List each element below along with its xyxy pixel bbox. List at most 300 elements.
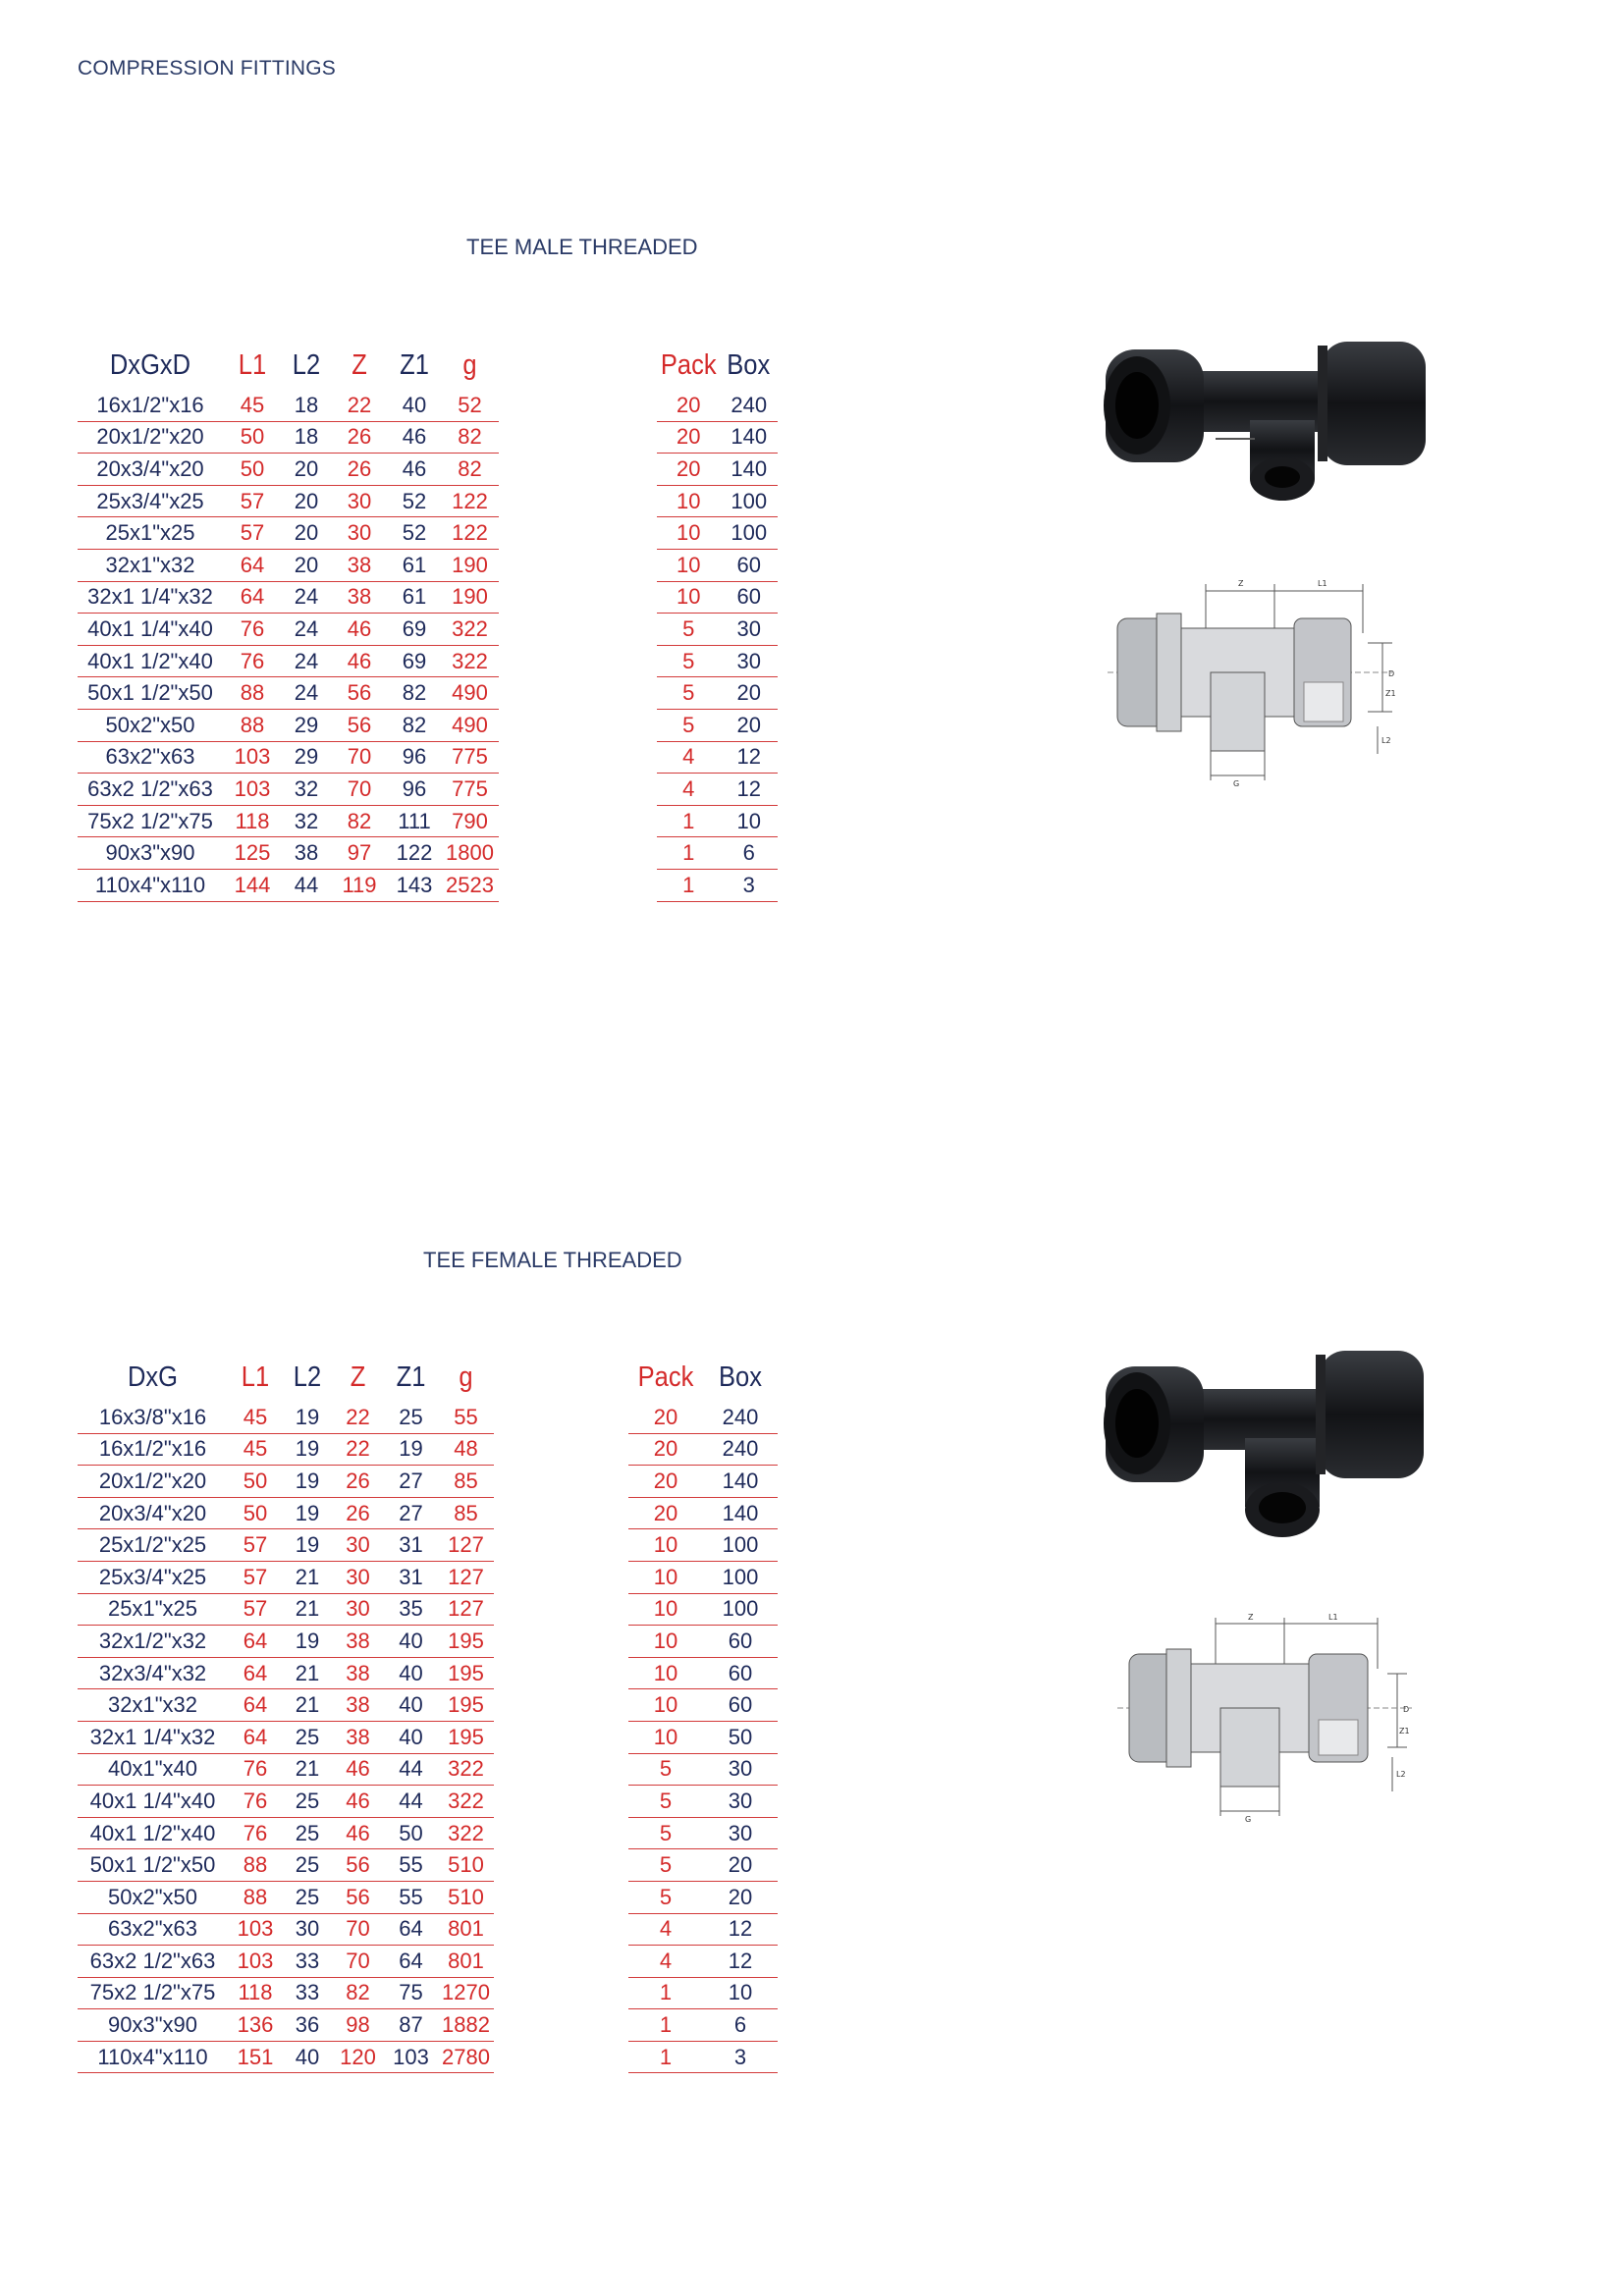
table-row <box>78 454 499 486</box>
table-row <box>78 1881 494 1913</box>
pack-table-male <box>657 341 778 902</box>
cell-z1: 111 <box>388 805 441 837</box>
table-row <box>78 485 499 517</box>
cell-z: 30 <box>332 1529 384 1562</box>
cell-g: 322 <box>441 645 499 677</box>
page-header: COMPRESSION FITTINGS <box>78 57 337 80</box>
dim-label: L2 <box>1381 736 1391 745</box>
cell-l1: 76 <box>228 1753 283 1786</box>
table-row <box>78 1753 494 1786</box>
cell-box: 60 <box>720 581 778 614</box>
dim-label: D <box>1388 669 1395 678</box>
cell-box: 20 <box>703 1849 778 1882</box>
cell-l1: 118 <box>223 805 282 837</box>
cell-code: 25x1"x25 <box>78 1593 228 1626</box>
cell-pack: 5 <box>657 645 720 677</box>
cell-z: 46 <box>332 1817 384 1849</box>
cell-l1: 50 <box>223 454 282 486</box>
cell-pack: 5 <box>657 614 720 646</box>
dim-label: G <box>1245 1815 1252 1824</box>
pack-table-female <box>628 1353 778 2073</box>
cell-g: 127 <box>438 1529 494 1562</box>
cell-box: 240 <box>703 1433 778 1466</box>
cell-l1: 57 <box>228 1529 283 1562</box>
cell-z1: 35 <box>384 1593 438 1626</box>
cell-pack: 20 <box>628 1466 703 1498</box>
table-row <box>78 421 499 454</box>
cell-code: 63x2 1/2"x63 <box>78 1946 228 1978</box>
cell-z: 22 <box>332 1402 384 1433</box>
table-row <box>628 2041 778 2073</box>
cell-z: 22 <box>332 1433 384 1466</box>
cell-box: 3 <box>720 869 778 901</box>
cell-l1: 64 <box>228 1657 283 1689</box>
cell-pack: 10 <box>657 485 720 517</box>
cell-z: 82 <box>331 805 388 837</box>
cell-code: 32x1"x32 <box>78 549 223 581</box>
table-row <box>78 2041 494 2073</box>
cell-z: 46 <box>332 1753 384 1786</box>
table-row <box>657 741 778 774</box>
table-row <box>78 645 499 677</box>
cell-z1: 19 <box>384 1433 438 1466</box>
cell-pack: 5 <box>628 1753 703 1786</box>
cell-l1: 57 <box>223 517 282 550</box>
cell-g: 775 <box>441 774 499 806</box>
cell-l1: 45 <box>228 1433 283 1466</box>
cell-box: 30 <box>720 614 778 646</box>
table-row <box>78 1433 494 1466</box>
cell-z: 30 <box>332 1561 384 1593</box>
cell-box: 100 <box>703 1593 778 1626</box>
cell-z1: 52 <box>388 517 441 550</box>
table-row <box>628 1433 778 1466</box>
cell-box: 12 <box>720 741 778 774</box>
cell-pack: 20 <box>657 454 720 486</box>
cell-z1: 87 <box>384 2009 438 2042</box>
cell-box: 140 <box>703 1466 778 1498</box>
cell-l2: 24 <box>282 614 331 646</box>
table-row <box>78 1497 494 1529</box>
cell-pack: 4 <box>628 1946 703 1978</box>
cell-l1: 103 <box>223 774 282 806</box>
table-row <box>628 1529 778 1562</box>
cell-z1: 103 <box>384 2041 438 2073</box>
cell-z1: 27 <box>384 1497 438 1529</box>
cell-z1: 46 <box>388 421 441 454</box>
cell-z1: 55 <box>384 1849 438 1882</box>
cell-box: 140 <box>720 421 778 454</box>
table-row <box>657 549 778 581</box>
cell-g: 510 <box>438 1849 494 1882</box>
cell-l2: 19 <box>283 1497 332 1529</box>
cell-z: 46 <box>331 645 388 677</box>
cell-l2: 21 <box>283 1689 332 1722</box>
cell-box: 30 <box>703 1786 778 1818</box>
cell-z: 38 <box>332 1626 384 1658</box>
cell-z1: 64 <box>384 1913 438 1946</box>
cell-z: 119 <box>331 869 388 901</box>
col-header: DxG <box>127 1361 179 1393</box>
cell-z: 56 <box>331 709 388 741</box>
cell-z1: 31 <box>384 1561 438 1593</box>
cell-code: 40x1 1/4"x40 <box>78 614 223 646</box>
cell-g: 82 <box>441 454 499 486</box>
cell-box: 12 <box>720 774 778 806</box>
cell-box: 10 <box>720 805 778 837</box>
cell-g: 190 <box>441 549 499 581</box>
cell-z: 26 <box>332 1497 384 1529</box>
table-row <box>628 1561 778 1593</box>
table-row <box>657 485 778 517</box>
col-header: Box <box>727 348 771 381</box>
cell-z1: 143 <box>388 869 441 901</box>
cell-code: 16x1/2"x16 <box>78 1433 228 1466</box>
cell-box: 20 <box>720 709 778 741</box>
cell-g: 322 <box>438 1753 494 1786</box>
cell-pack: 10 <box>628 1689 703 1722</box>
cell-l2: 20 <box>282 485 331 517</box>
cell-g: 2780 <box>438 2041 494 2073</box>
cell-z1: 55 <box>384 1881 438 1913</box>
spec-table-female <box>78 1353 494 2073</box>
table-row <box>628 1593 778 1626</box>
table-row <box>78 1593 494 1626</box>
cell-z: 56 <box>332 1881 384 1913</box>
cell-code: 16x3/8"x16 <box>78 1402 228 1433</box>
cell-l1: 64 <box>223 549 282 581</box>
cell-l2: 20 <box>282 549 331 581</box>
cell-l2: 40 <box>283 2041 332 2073</box>
cell-l2: 19 <box>283 1529 332 1562</box>
table-row <box>657 421 778 454</box>
cell-g: 85 <box>438 1497 494 1529</box>
cell-l2: 21 <box>283 1753 332 1786</box>
cell-code: 32x3/4"x32 <box>78 1657 228 1689</box>
cell-box: 3 <box>703 2041 778 2073</box>
cell-g: 322 <box>441 614 499 646</box>
cell-l1: 50 <box>228 1497 283 1529</box>
cell-pack: 20 <box>628 1402 703 1433</box>
cell-z: 26 <box>331 454 388 486</box>
cell-pack: 10 <box>628 1593 703 1626</box>
cell-l2: 19 <box>283 1466 332 1498</box>
table-row <box>628 1786 778 1818</box>
cell-code: 25x3/4"x25 <box>78 485 223 517</box>
cell-z: 38 <box>331 581 388 614</box>
cell-l2: 20 <box>282 517 331 550</box>
cell-z: 30 <box>331 485 388 517</box>
cell-z1: 44 <box>384 1786 438 1818</box>
cell-z1: 96 <box>388 774 441 806</box>
cell-l1: 76 <box>228 1786 283 1818</box>
cell-z1: 50 <box>384 1817 438 1849</box>
table-row <box>657 774 778 806</box>
cell-l2: 32 <box>282 774 331 806</box>
table-row <box>78 1466 494 1498</box>
cell-z: 30 <box>331 517 388 550</box>
cell-l2: 19 <box>283 1433 332 1466</box>
cell-z: 22 <box>331 390 388 421</box>
cell-g: 127 <box>438 1561 494 1593</box>
cell-l2: 24 <box>282 677 331 710</box>
cell-pack: 10 <box>657 581 720 614</box>
cell-box: 30 <box>720 645 778 677</box>
table-row <box>657 869 778 901</box>
cell-l2: 21 <box>283 1561 332 1593</box>
table-row <box>78 1913 494 1946</box>
cell-code: 63x2"x63 <box>78 741 223 774</box>
cell-l1: 64 <box>228 1626 283 1658</box>
cell-g: 1270 <box>438 1977 494 2009</box>
cell-box: 100 <box>720 517 778 550</box>
col-header: g <box>459 1361 473 1393</box>
table-row <box>78 1721 494 1753</box>
cell-z: 26 <box>331 421 388 454</box>
cell-pack: 1 <box>657 837 720 870</box>
cell-l1: 57 <box>228 1593 283 1626</box>
cell-code: 50x2"x50 <box>78 1881 228 1913</box>
cell-code: 90x3"x90 <box>78 2009 228 2042</box>
cell-l2: 38 <box>282 837 331 870</box>
cell-l1: 144 <box>223 869 282 901</box>
table-row <box>78 1786 494 1818</box>
cell-box: 100 <box>703 1561 778 1593</box>
cell-pack: 20 <box>657 421 720 454</box>
tee-female-photo <box>1098 1345 1430 1546</box>
cell-code: 25x1/2"x25 <box>78 1529 228 1562</box>
cell-z: 70 <box>331 741 388 774</box>
table-row <box>78 1626 494 1658</box>
table-row <box>78 390 499 421</box>
cell-box: 100 <box>720 485 778 517</box>
cell-z: 38 <box>332 1721 384 1753</box>
tee-male-photo <box>1098 332 1430 510</box>
cell-z1: 40 <box>384 1689 438 1722</box>
cell-z1: 75 <box>384 1977 438 2009</box>
cell-l1: 88 <box>228 1849 283 1882</box>
cell-z: 56 <box>331 677 388 710</box>
cell-l1: 76 <box>223 645 282 677</box>
cell-l2: 25 <box>283 1881 332 1913</box>
cell-code: 110x4"x110 <box>78 869 223 901</box>
cell-pack: 1 <box>628 1977 703 2009</box>
cell-l1: 151 <box>228 2041 283 2073</box>
cell-box: 10 <box>703 1977 778 2009</box>
cell-l1: 76 <box>223 614 282 646</box>
cell-pack: 20 <box>657 390 720 421</box>
cell-box: 6 <box>720 837 778 870</box>
col-header: g <box>462 348 477 381</box>
cell-z: 46 <box>331 614 388 646</box>
cell-code: 32x1/2"x32 <box>78 1626 228 1658</box>
tee-female-drawing <box>1098 1610 1424 1826</box>
cell-l1: 136 <box>228 2009 283 2042</box>
dim-label: G <box>1233 779 1240 788</box>
table-row <box>78 2009 494 2042</box>
cell-g: 52 <box>441 390 499 421</box>
cell-g: 127 <box>438 1593 494 1626</box>
cell-pack: 4 <box>628 1913 703 1946</box>
col-header: Z <box>350 1361 366 1393</box>
cell-g: 322 <box>438 1817 494 1849</box>
cell-box: 100 <box>703 1529 778 1562</box>
cell-z1: 61 <box>388 549 441 581</box>
cell-pack: 5 <box>628 1881 703 1913</box>
cell-z: 120 <box>332 2041 384 2073</box>
cell-l1: 57 <box>228 1561 283 1593</box>
cell-g: 122 <box>441 517 499 550</box>
cell-box: 240 <box>720 390 778 421</box>
cell-code: 32x1 1/4"x32 <box>78 1721 228 1753</box>
cell-l2: 18 <box>282 421 331 454</box>
cell-pack: 1 <box>628 2009 703 2042</box>
cell-g: 775 <box>441 741 499 774</box>
cell-code: 25x3/4"x25 <box>78 1561 228 1593</box>
cell-z: 46 <box>332 1786 384 1818</box>
cell-box: 20 <box>720 677 778 710</box>
table-row <box>628 1946 778 1978</box>
cell-pack: 4 <box>657 774 720 806</box>
cell-pack: 5 <box>628 1849 703 1882</box>
table-row <box>78 869 499 901</box>
cell-box: 240 <box>703 1402 778 1433</box>
cell-g: 55 <box>438 1402 494 1433</box>
cell-g: 510 <box>438 1881 494 1913</box>
cell-l1: 64 <box>228 1721 283 1753</box>
cell-l1: 45 <box>223 390 282 421</box>
table-row <box>657 837 778 870</box>
cell-g: 490 <box>441 677 499 710</box>
cell-l2: 24 <box>282 645 331 677</box>
cell-pack: 10 <box>657 517 720 550</box>
cell-code: 32x1 1/4"x32 <box>78 581 223 614</box>
cell-g: 85 <box>438 1466 494 1498</box>
table-row <box>78 549 499 581</box>
cell-box: 140 <box>703 1497 778 1529</box>
col-header: Pack <box>660 348 717 381</box>
cell-box: 20 <box>703 1881 778 1913</box>
table-row <box>78 517 499 550</box>
table-row <box>628 1849 778 1882</box>
cell-pack: 20 <box>628 1433 703 1466</box>
cell-g: 790 <box>441 805 499 837</box>
dim-label: L2 <box>1396 1770 1406 1779</box>
dim-label: Z <box>1238 579 1244 588</box>
cell-code: 63x2"x63 <box>78 1913 228 1946</box>
cell-l1: 88 <box>223 677 282 710</box>
section-title-female: TEE FEMALE THREADED <box>423 1248 682 1272</box>
cell-l1: 64 <box>223 581 282 614</box>
cell-code: 50x1 1/2"x50 <box>78 1849 228 1882</box>
table-row <box>78 709 499 741</box>
col-header: L2 <box>293 1361 322 1393</box>
col-header: Z1 <box>396 1361 426 1393</box>
table-row <box>628 1466 778 1498</box>
cell-pack: 10 <box>628 1561 703 1593</box>
cell-l1: 125 <box>223 837 282 870</box>
cell-g: 82 <box>441 421 499 454</box>
table-row <box>628 1977 778 2009</box>
cell-pack: 1 <box>657 869 720 901</box>
cell-z: 26 <box>332 1466 384 1498</box>
dim-label: L1 <box>1328 1613 1338 1622</box>
table-row <box>657 581 778 614</box>
cell-z1: 40 <box>384 1721 438 1753</box>
table-row <box>78 837 499 870</box>
cell-l2: 19 <box>283 1626 332 1658</box>
cell-z: 38 <box>332 1657 384 1689</box>
table-row <box>628 1689 778 1722</box>
cell-l1: 118 <box>228 1977 283 2009</box>
cell-l2: 21 <box>283 1657 332 1689</box>
cell-l1: 103 <box>228 1946 283 1978</box>
cell-l2: 18 <box>282 390 331 421</box>
dim-label: Z1 <box>1399 1727 1410 1735</box>
cell-pack: 5 <box>628 1786 703 1818</box>
table-row <box>657 517 778 550</box>
cell-z: 56 <box>332 1849 384 1882</box>
cell-l2: 21 <box>283 1593 332 1626</box>
cell-box: 50 <box>703 1721 778 1753</box>
table-row <box>628 1626 778 1658</box>
cell-l2: 36 <box>283 2009 332 2042</box>
cell-pack: 5 <box>657 677 720 710</box>
col-header: L2 <box>292 348 321 381</box>
cell-g: 195 <box>438 1721 494 1753</box>
cell-l1: 103 <box>228 1913 283 1946</box>
cell-pack: 4 <box>657 741 720 774</box>
table-row <box>657 677 778 710</box>
cell-z: 30 <box>332 1593 384 1626</box>
cell-box: 12 <box>703 1913 778 1946</box>
table-row <box>78 774 499 806</box>
cell-l2: 19 <box>283 1402 332 1433</box>
cell-code: 75x2 1/2"x75 <box>78 805 223 837</box>
table-row <box>657 645 778 677</box>
cell-z1: 52 <box>388 485 441 517</box>
cell-code: 50x1 1/2"x50 <box>78 677 223 710</box>
cell-code: 40x1 1/2"x40 <box>78 1817 228 1849</box>
cell-z: 38 <box>332 1689 384 1722</box>
cell-g: 801 <box>438 1946 494 1978</box>
cell-code: 50x2"x50 <box>78 709 223 741</box>
cell-l2: 33 <box>283 1946 332 1978</box>
cell-z1: 31 <box>384 1529 438 1562</box>
cell-l2: 32 <box>282 805 331 837</box>
cell-z: 38 <box>331 549 388 581</box>
table-row <box>78 1977 494 2009</box>
table-row <box>78 1657 494 1689</box>
cell-pack: 1 <box>628 2041 703 2073</box>
cell-code: 90x3"x90 <box>78 837 223 870</box>
table-row <box>628 1497 778 1529</box>
cell-g: 1882 <box>438 2009 494 2042</box>
cell-box: 30 <box>703 1817 778 1849</box>
cell-code: 20x3/4"x20 <box>78 454 223 486</box>
cell-g: 195 <box>438 1626 494 1658</box>
cell-l2: 24 <box>282 581 331 614</box>
spec-table-male <box>78 341 499 902</box>
cell-z1: 46 <box>388 454 441 486</box>
cell-l2: 44 <box>282 869 331 901</box>
cell-l2: 29 <box>282 741 331 774</box>
cell-z1: 27 <box>384 1466 438 1498</box>
cell-z1: 82 <box>388 677 441 710</box>
cell-box: 12 <box>703 1946 778 1978</box>
table-row <box>628 1402 778 1433</box>
cell-z1: 96 <box>388 741 441 774</box>
